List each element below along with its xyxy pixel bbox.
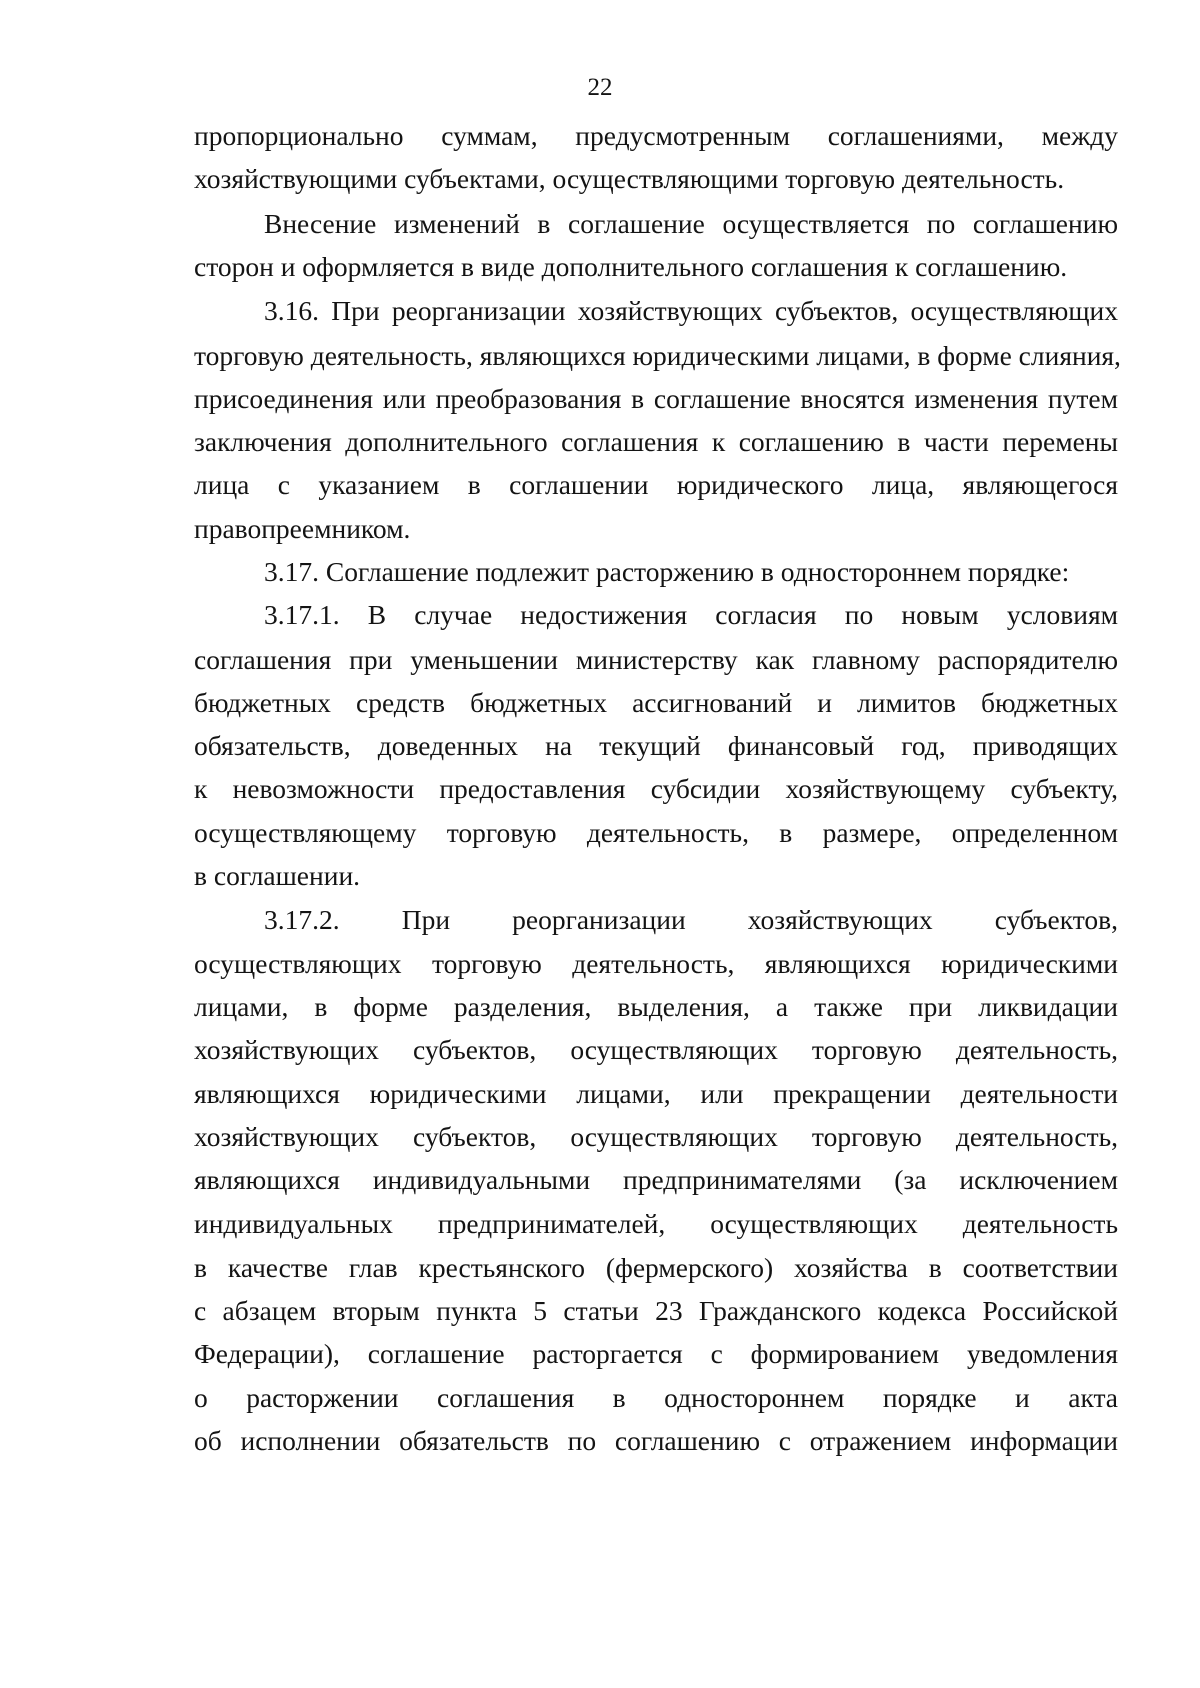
text-line: пропорционально суммам, предусмотренным соглашениями, между <box>194 120 1118 151</box>
text-line: хозяйствующих субъектов, осуществляющих торговую деятельность, <box>194 1034 1118 1065</box>
text-line: хозяйствующими субъектами, осуществляющими торговую деятельность. <box>194 163 1065 194</box>
text-line: индивидуальных предпринимателей, осуществляющих деятельность <box>194 1208 1118 1239</box>
text-line: бюджетных средств бюджетных ассигнований и лимитов бюджетных <box>194 687 1118 718</box>
text-line: Внесение изменений в соглашение осуществляется по соглашению <box>264 208 1118 239</box>
text-line: 3.17. Соглашение подлежит расторжению в одностороннем порядке: <box>264 556 1070 587</box>
text-line: осуществляющему торговую деятельность, в размере, определенном <box>194 817 1118 848</box>
text-line: хозяйствующих субъектов, осуществляющих торговую деятельность, <box>194 1121 1118 1152</box>
page-number: 22 <box>587 74 613 101</box>
text-line: лицами, в форме разделения, выделения, а также при ликвидации <box>194 991 1118 1022</box>
text-line: об исполнении обязательств по соглашению с отражением информации <box>194 1425 1118 1456</box>
text-line: заключения дополнительного соглашения к соглашению в части перемены <box>194 426 1118 457</box>
text-line: осуществляющих торговую деятельность, являющихся юридическими <box>194 948 1118 979</box>
text-line: торговую деятельность, являющихся юридическими лицами, в форме слияния, <box>194 340 1121 371</box>
text-line: являющихся индивидуальными предпринимателями (за исключением <box>194 1164 1118 1195</box>
text-line: 3.16. При реорганизации хозяйствующих субъектов, осуществляющих <box>264 295 1118 326</box>
text-line: к невозможности предоставления субсидии хозяйствующему субъекту, <box>194 773 1118 804</box>
text-line: обязательств, доведенных на текущий финансовый год, приводящих <box>194 730 1118 761</box>
text-line: присоединения или преобразования в соглашение вносятся изменения путем <box>194 383 1118 414</box>
text-line: в соглашении. <box>194 860 361 891</box>
text-line: лица с указанием в соглашении юридического лица, являющегося <box>194 469 1118 500</box>
text-line: соглашения при уменьшении министерству как главному распорядителю <box>194 644 1118 675</box>
text-line: о расторжении соглашения в одностороннем порядке и акта <box>194 1382 1118 1413</box>
text-line: в качестве глав крестьянского (фермерского) хозяйства в соответствии <box>194 1252 1118 1283</box>
text-line: сторон и оформляется в виде дополнительного соглашения к соглашению. <box>194 251 1068 282</box>
text-line: с абзацем вторым пункта 5 статьи 23 Гражданского кодекса Российской <box>194 1295 1118 1326</box>
text-line: являющихся юридическими лицами, или прекращении деятельности <box>194 1078 1118 1109</box>
text-line: Федерации), соглашение расторгается с формированием уведомления <box>194 1338 1118 1369</box>
text-line: правопреемником. <box>194 513 411 544</box>
text-line: 3.17.2. При реорганизации хозяйствующих субъектов, <box>264 904 1118 935</box>
text-line: 3.17.1. В случае недостижения согласия по новым условиям <box>264 599 1118 630</box>
